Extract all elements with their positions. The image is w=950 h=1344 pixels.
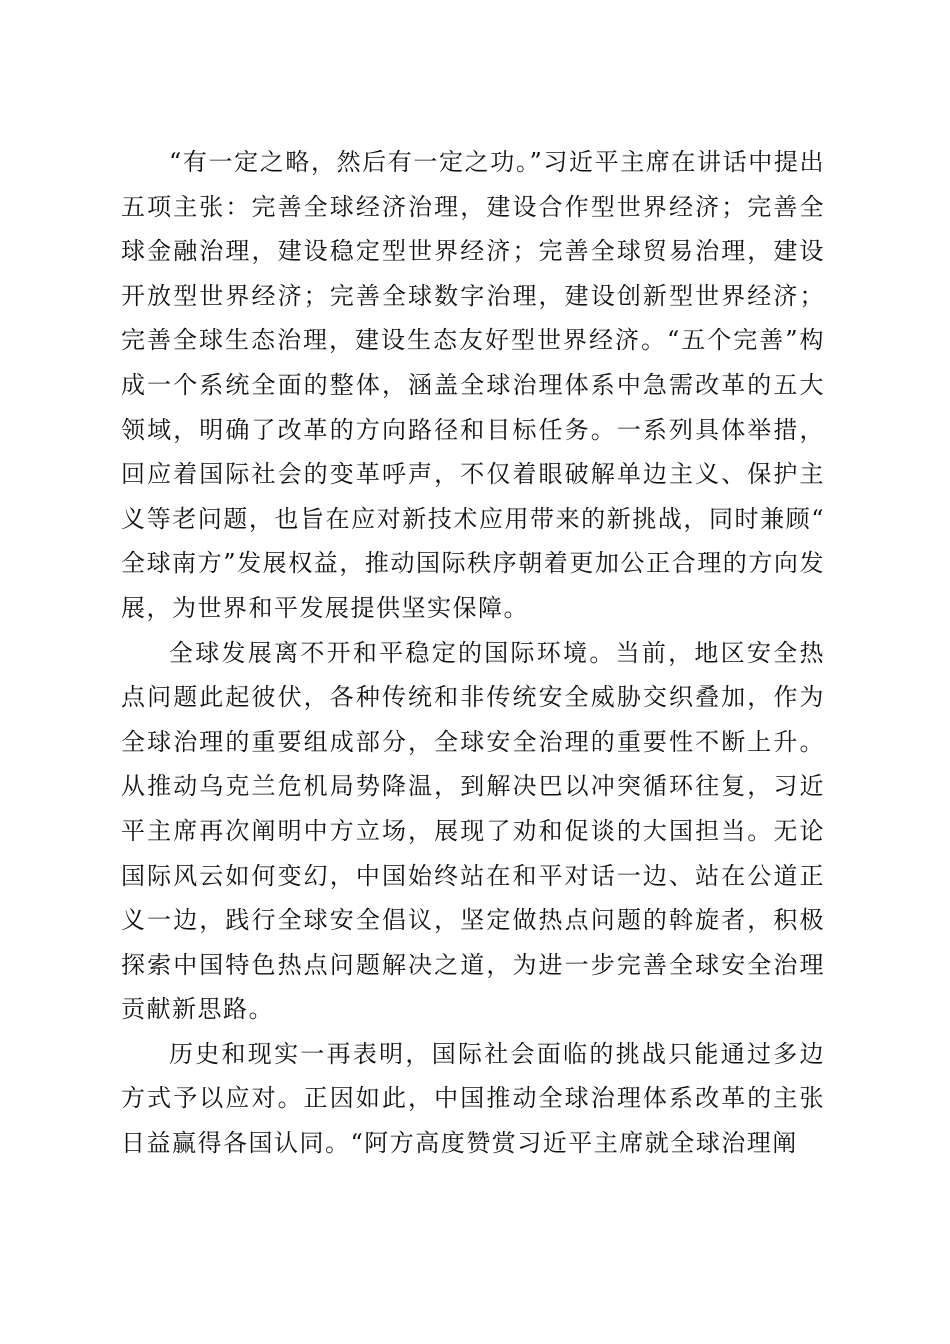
paragraph-global-governance-proposals: “有一定之略，然后有一定之功。”习近平主席在讲话中提出五项主张：完善全球经济治理，建设合作型世界经济；完善全球金融治理，建设稳定型世界经济；完善全球贸易治理，建设开放型世界经济；完善全球数字治理，建设创新型世界经济；完善全球生态治理，建设生态友好型世界经济。“五个完善”构成一个系统全面的整体，涵盖全球治理体系中急需改革的五大领域，明确了改革的方向路径和目标任务。一系列具体举措，回应着国际社会的变革呼声，不仅着眼破解单边主义、保护主义等老问题，也旨在应对新技术应用带来的新挑战，同时兼顾“全球南方”发展权益，推动国际秩序朝着更加公正合理的方向发展，为世界和平发展提供坚实保障。	[121, 148, 825, 622]
document-body	[121, 140, 825, 1166]
paragraph-global-security-governance: 全球发展离不开和平稳定的国际环境。当前，地区安全热点问题此起彼伏，各种传统和非传统安全威胁交织叠加，作为全球治理的重要组成部分，全球安全治理的重要性不断上升。从推动乌克兰危机局势降温，到解决巴以冲突循环往复，习近平主席再次阐明中方立场，展现了劝和促谈的大国担当。无论国际风云如何变幻，中国始终站在和平对话一边、站在公道正义一边，践行全球安全倡议，坚定做热点问题的斡旋者，积极探索中国特色热点问题解决之道，为进一步完善全球安全治理贡献新思路。	[121, 638, 825, 1024]
paragraph-multilateralism: 历史和现实一再表明，国际社会面临的挑战只能通过多边方式予以应对。正因如此，中国推动全球治理体系改革的主张日益赢得各国认同。“阿方高度赞赏习近平主席就全球治理阐	[121, 1039, 825, 1158]
